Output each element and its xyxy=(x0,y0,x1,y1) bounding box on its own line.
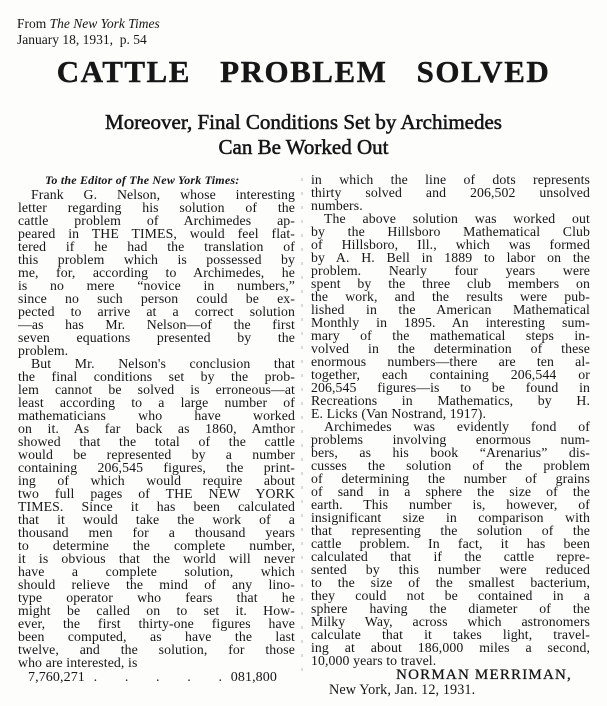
text-line: 10,000 years to travel. xyxy=(311,653,437,668)
text-line: by A. H. Bell in 1889 to labor on the xyxy=(311,250,590,265)
text-line: numbers. xyxy=(311,198,363,213)
text-line: should relieve the mind of any lino- xyxy=(18,577,295,592)
text-line: Frank G. Nelson, whose interesting xyxy=(31,187,295,202)
text-line: together, each containing 206,544 or xyxy=(311,367,590,382)
text-line: sphere having the diameter of the xyxy=(311,601,590,616)
text-line: that it would take the work of a xyxy=(18,512,295,527)
text-line: that representing the solution of the xyxy=(311,523,590,538)
text-line: problem. xyxy=(18,343,69,358)
text-line: of Hillsboro, Ill., which was formed xyxy=(311,237,590,252)
text-line: of sand in a sphere the size of the xyxy=(311,484,590,499)
text-line: they could not be contained in a xyxy=(311,588,590,603)
text-line: have a complete solution, which xyxy=(18,564,295,579)
text-line: lem cannot be solved is erroneous—at xyxy=(18,382,295,397)
text-line: twelve, and the solution, for those xyxy=(18,642,295,657)
text-line: type operator who fears that he xyxy=(18,590,295,605)
text-line: would be represented by a number xyxy=(18,447,295,462)
headline: CATTLE PROBLEM SOLVED xyxy=(56,54,551,89)
text-line: sented by this number were reduced xyxy=(311,562,590,577)
text-line: enormous numbers—there are ten al- xyxy=(311,354,590,369)
text-line: thirty solved and 206,502 unsolved xyxy=(311,185,590,200)
text-line: Recreations in Mathematics, by H. xyxy=(311,393,590,408)
text-line: least according to a large number of xyxy=(18,395,295,410)
text-line: insignificant size in comparison with xyxy=(311,510,590,525)
text-line: The above solution was worked out xyxy=(324,211,590,226)
text-line: Archimedes was evidently fond of xyxy=(324,419,590,434)
text-line: calculate that it takes light, travel- xyxy=(311,627,590,642)
text-line: E. Licks (Van Nostrand, 1917). xyxy=(311,406,487,421)
source-date: January 18, 1931, p. 54 xyxy=(17,32,147,47)
paragraph xyxy=(18,188,295,357)
text-line: me, for, according to Archimedes, he xyxy=(18,265,295,280)
text-line: calculated that if the cattle repre- xyxy=(311,549,590,564)
text-line: Monthly in 1895. An interesting sum- xyxy=(311,315,590,330)
text-line: this problem which is possessed by xyxy=(18,252,295,267)
paragraph xyxy=(311,173,590,212)
text-line: who are interested, is xyxy=(18,655,138,670)
left-column-paragraphs xyxy=(18,188,295,669)
source-attribution xyxy=(17,16,160,48)
subheadline-line-2: Can Be Worked Out xyxy=(218,135,389,159)
solution-dots: . . . . . xyxy=(93,670,223,685)
text-line: ing of which would require about xyxy=(18,473,295,488)
right-column xyxy=(311,173,590,698)
right-column-paragraphs xyxy=(311,173,590,667)
column-rule xyxy=(301,178,303,673)
left-column xyxy=(18,173,295,685)
dateline: New York, Jan. 12, 1931. xyxy=(329,682,476,698)
text-line: earth. This number is, however, of xyxy=(311,497,590,512)
text-line: on it. As far back as 1860, Amthor xyxy=(18,421,295,436)
text-line: since no such person could be ex- xyxy=(18,291,295,306)
text-line: peared in THE TIMES, would feel flat- xyxy=(18,226,295,241)
text-line: to determine the complete number, xyxy=(18,538,295,553)
text-line: the work, and the results were pub- xyxy=(311,289,590,304)
text-line: mary of the mathematical steps in- xyxy=(311,328,590,343)
text-line: of determining the number of grains xyxy=(311,471,590,486)
text-line: is no mere “novice in numbers,” xyxy=(18,278,295,293)
source-line xyxy=(17,16,160,32)
solution-last-figures: 081,800 xyxy=(230,670,277,685)
text-line: tered if he had the translation of xyxy=(18,239,295,254)
text-line: lished in the American Mathematical xyxy=(311,302,590,317)
text-line: to the size of the smallest bacterium, xyxy=(311,575,590,590)
text-line: might be called on to set it. How- xyxy=(18,603,295,618)
text-line: spent by the three club members on xyxy=(311,276,590,291)
source-title: The New York Times xyxy=(49,16,160,31)
text-line: —as has Mr. Nelson—of the first xyxy=(18,317,295,332)
signature: NORMAN MERRIMAN, xyxy=(396,667,572,683)
source-prefix: From xyxy=(17,16,47,31)
text-line: cattle problem. In fact, it has been xyxy=(311,536,590,551)
paragraph xyxy=(18,357,295,669)
subheadline-line-1: Moreover, Final Conditions Set by Archimedes xyxy=(105,110,502,134)
text-line: problems involving enormous num- xyxy=(311,432,590,447)
text-line: two full pages of THE NEW YORK xyxy=(18,486,295,501)
subheadline xyxy=(0,110,607,160)
text-line: cusses the solution of the problem xyxy=(311,458,590,473)
text-line: volved in the determination of these xyxy=(311,341,590,356)
text-line: seven equations presented by the xyxy=(18,330,295,345)
text-line: ing at about 186,000 miles a second, xyxy=(311,640,590,655)
text-line: problem. Nearly four years were xyxy=(311,263,590,278)
text-line: bers, as his book “Arenarius” dis- xyxy=(311,445,590,460)
text-line: cattle problem of Archimedes ap- xyxy=(18,213,295,228)
solution-first-figures: 7,760,271 xyxy=(28,670,85,685)
text-line: letter regarding his solution of the xyxy=(18,200,295,215)
paragraph xyxy=(311,420,590,667)
text-line: showed that the total of the cattle xyxy=(18,434,295,449)
solution-line xyxy=(18,669,295,685)
text-line: in which the line of dots represents xyxy=(311,172,590,187)
text-line: it is obvious that the world will never xyxy=(18,551,295,566)
paragraph xyxy=(311,212,590,420)
salutation: To the Editor of The New York Times: xyxy=(45,173,240,187)
text-line: Milky Way, across which astronomers xyxy=(311,614,590,629)
text-line: been computed, as have the last xyxy=(18,629,295,644)
text-line: ever, the first thirty-one figures have xyxy=(18,616,295,631)
text-line: But Mr. Nelson's conclusion that xyxy=(31,356,295,371)
text-line: mathematicians who have worked xyxy=(18,408,295,423)
text-line: thousand men for a thousand years xyxy=(18,525,295,540)
text-line: the final conditions set by the prob- xyxy=(18,369,295,384)
text-line: containing 206,545 figures, the print- xyxy=(18,460,295,475)
text-line: by the Hillsboro Mathematical Club xyxy=(311,224,590,239)
text-line: pected to arrive at a correct solution xyxy=(18,304,295,319)
text-line: TIMES. Since it has been calculated xyxy=(18,499,295,514)
text-line: 206,545 figures—is to be found in xyxy=(311,380,590,395)
